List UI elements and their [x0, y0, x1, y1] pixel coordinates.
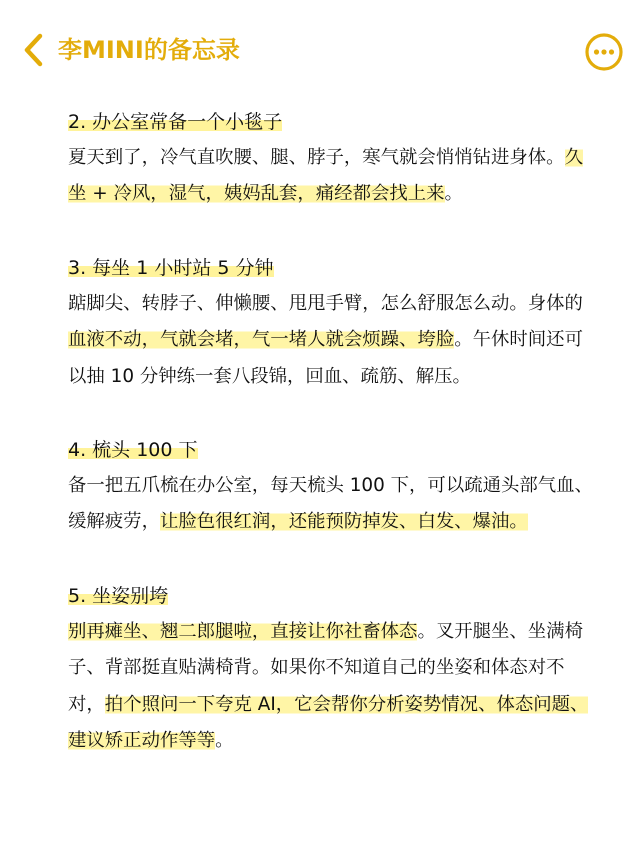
- section-paragraph: [68, 140, 598, 213]
- highlighted-text: 血液不动，气就会堵，气一堵人就会烦躁、垮脸: [68, 329, 455, 351]
- note-section: [68, 578, 598, 760]
- section-heading: [68, 578, 598, 614]
- highlighted-text: 久坐 + 冷风，湿气，姨妈乱套，痛经都会找上来: [68, 147, 583, 205]
- highlighted-text: 让脸色很红润，还能预防掉发、白发、爆油。: [159, 511, 528, 533]
- section-heading: [68, 104, 598, 140]
- note-body: [68, 104, 598, 759]
- paragraph-text: 。午休时间还可以抽 10 分钟练一套八段锦，回血、疏筋、解压。: [68, 329, 583, 387]
- highlighted-text: 拍个照问一下夸克 AI，它会帮你分析姿势情况、体态问题、建议矫正动作等等: [68, 693, 589, 752]
- more-button[interactable]: [584, 32, 624, 72]
- section-heading-text: 3. 每坐 1 小时站 5 分钟: [68, 256, 274, 279]
- top-bar: [0, 0, 640, 100]
- back-button[interactable]: [18, 30, 48, 70]
- section-paragraph: [68, 286, 598, 395]
- note-section: [68, 104, 598, 213]
- section-heading-text: 4. 梳头 100 下: [68, 439, 198, 462]
- section-paragraph: [68, 468, 598, 541]
- section-heading: [68, 432, 598, 468]
- highlighted-text: 别再瘫坐、翘二郎腿啦，直接让你社畜体态: [68, 620, 418, 642]
- note-section: [68, 250, 598, 395]
- page-title: 李MINI的备忘录: [58, 36, 240, 64]
- paragraph-text: 。: [444, 183, 463, 205]
- more-horizontal-icon: [584, 32, 624, 72]
- paragraph-text: 备一把五爪梳在办公室，每天梳头 100 下，可以疏通头部气血、缓解疲劳，: [68, 475, 593, 533]
- note-section: [68, 432, 598, 541]
- paragraph-text: 。叉开腿坐、坐满椅子、背部挺直贴满椅背。如果你不知道自己的坐姿和体态对不对，: [68, 620, 583, 715]
- paragraph-text: 夏天到了，冷气直吹腰、腿、脖子，寒气就会悄悄钻进身体。: [68, 147, 565, 168]
- paragraph-text: 。: [215, 730, 234, 752]
- chevron-left-icon: [18, 30, 48, 70]
- section-heading-text: 2. 办公室常备一个小毯子: [68, 111, 283, 133]
- section-heading-text: 5. 坐姿别垮: [68, 584, 169, 607]
- section-paragraph: [68, 614, 598, 760]
- paragraph-text: 踮脚尖、转脖子、伸懒腰、甩甩手臂，怎么舒服怎么动。身体的: [68, 292, 583, 314]
- section-heading: [68, 250, 598, 286]
